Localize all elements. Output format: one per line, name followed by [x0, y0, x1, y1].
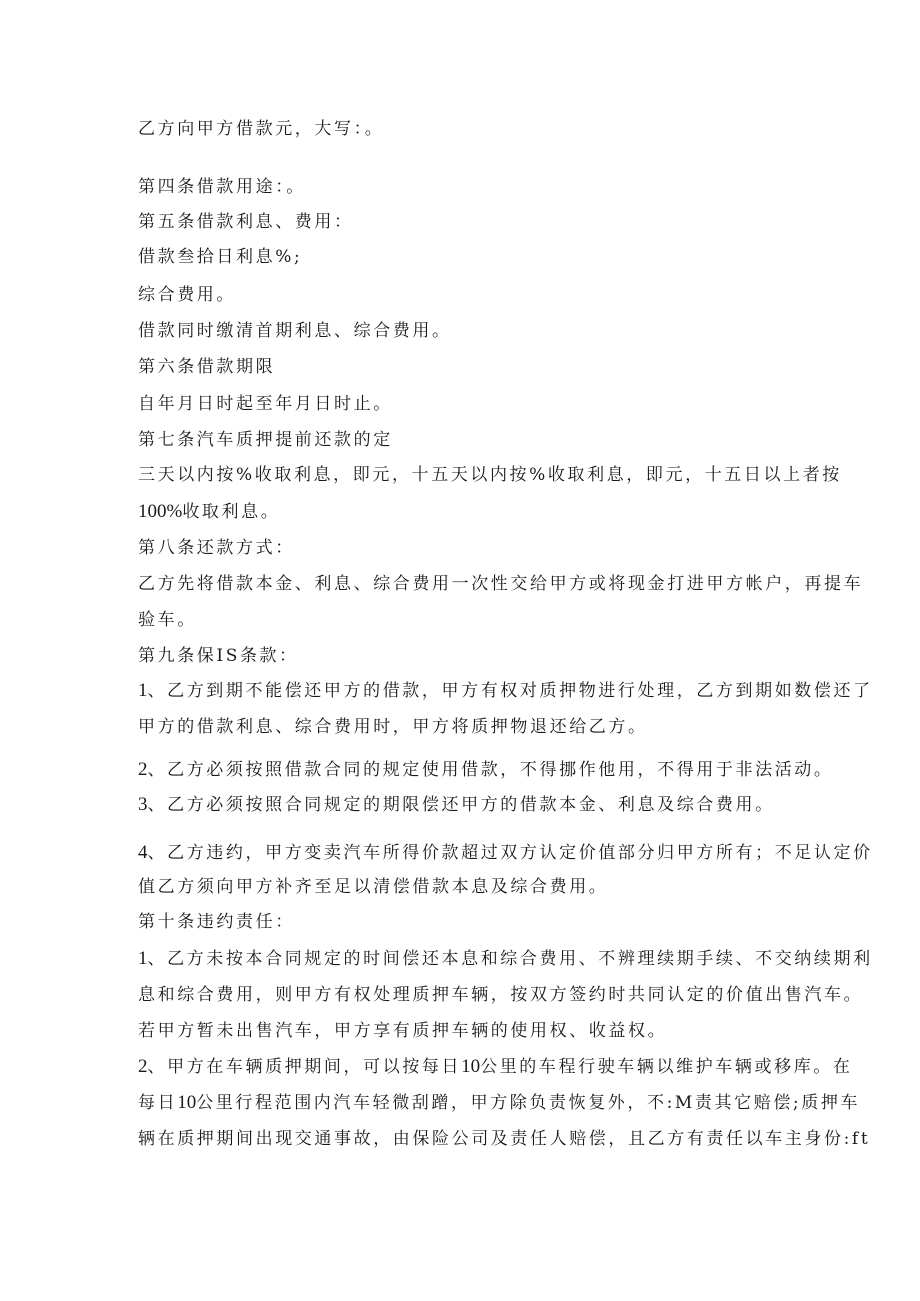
text-line-fee: 综合费用。	[138, 285, 236, 305]
text-line-clause-10-1: 1、乙方未按本合同规定的时间偿还本息和综合费用、不辨理续期手续、不交纳续期利	[138, 948, 873, 969]
text-line-clause-10-2-cont: 每日10公里行程范围内汽车轻微刮蹭，甲方除负责恢复外，不:M责其它赔偿;质押车	[138, 1092, 861, 1113]
text-line-repayment-method: 乙方先将借款本金、利息、综合费用一次性交给甲方或将现金打进甲方帐户，再提车	[138, 574, 864, 594]
text-line-clause-9-1-cont: 甲方的借款利息、综合费用时，甲方将质押物退还给乙方。	[138, 717, 648, 737]
text-line-article-10-heading: 第十条违约责任：	[138, 912, 295, 932]
text-line-article-5-heading: 第五条借款利息、费用：	[138, 212, 354, 232]
text-line-article-7-heading: 第七条汽车质押提前还款的定	[138, 430, 393, 450]
text-line-clause-10-2-cont2: 辆在质押期间出现交通事故，由保险公司及责任人赔偿，且乙方有责任以车主身份:ft	[138, 1129, 871, 1149]
text-line-clause-10-1-cont2: 若甲方暂未出售汽车，甲方享有质押车辆的使用权、收益权。	[138, 1021, 668, 1041]
text-line-clause-9-3: 3、乙方必须按照合同规定的期限偿还甲方的借款本金、利息及综合费用。	[138, 794, 775, 815]
text-line-first-payment: 借款同时缴清首期利息、综合费用。	[138, 321, 452, 341]
text-line-early-repayment-cont: 100%收取利息。	[138, 501, 281, 522]
text-line-clause-10-1-cont: 息和综合费用，则甲方有权处理质押车辆，按双方签约时共同认定的价值出售汽车。	[138, 985, 864, 1005]
text-line-loan-period: 自年月日时起至年月日时止。	[138, 394, 393, 414]
text-line-clause-9-4-cont: 值乙方须向甲方补齐至足以清偿借款本息及综合费用。	[138, 877, 609, 897]
text-line-loan-amount: 乙方向甲方借款元，大写：。	[138, 119, 385, 139]
text-line-repayment-method-cont: 验车。	[138, 610, 197, 630]
text-line-article-4-heading: 第四条借款用途：。	[138, 177, 306, 197]
text-line-clause-10-2: 2、甲方在车辆质押期间，可以按每日10公里的车程行驶车辆以维护车辆或移库。在	[138, 1056, 853, 1077]
text-line-article-6-heading: 第六条借款期限	[138, 357, 276, 377]
text-line-clause-9-2: 2、乙方必须按照借款合同的规定使用借款，不得挪作他用，不得用于非法活动。	[138, 759, 834, 780]
text-line-article-8-heading: 第八条还款方式：	[138, 538, 295, 558]
text-line-interest: 借款叁拾日利息%;	[138, 247, 303, 267]
text-line-clause-9-4: 4、乙方违约，甲方变卖汽车所得价款超过双方认定价值部分归甲方所有；不足认定价	[138, 842, 873, 863]
text-line-article-9-heading: 第九条保IS条款：	[138, 646, 299, 666]
text-line-clause-9-1: 1、乙方到期不能偿还甲方的借款，甲方有权对质押物进行处理，乙方到期如数偿还了	[138, 680, 873, 701]
text-line-early-repayment: 三天以内按%收取利息，即元，十五天以内按%收取利息，即元，十五日以上者按	[138, 465, 842, 485]
